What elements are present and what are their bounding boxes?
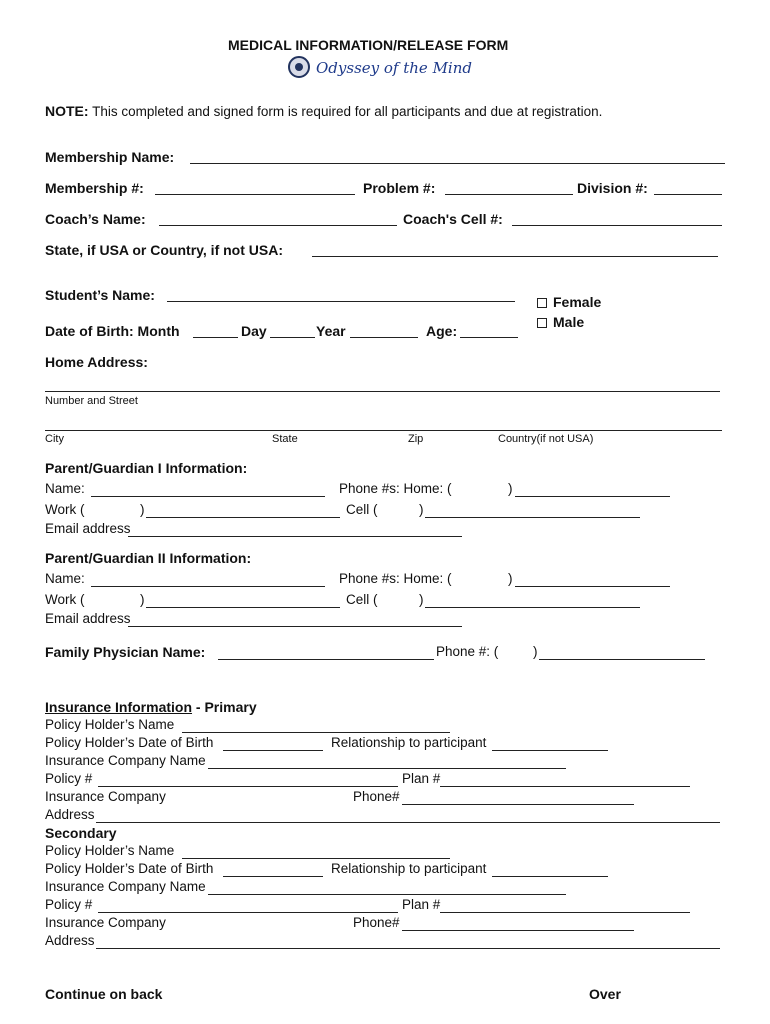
insurance-heading-suffix: - Primary — [195, 699, 257, 715]
state-country-label: State, if USA or Country, if not USA: — [45, 242, 283, 258]
membership-name-label: Membership Name: — [45, 149, 175, 165]
guardian2-heading: Parent/Guardian II Information: — [45, 550, 252, 566]
coach-cell-field[interactable] — [512, 225, 722, 226]
note — [45, 104, 602, 119]
student-name-label: Student’s Name: — [45, 287, 155, 303]
secondary-heading: Secondary — [45, 825, 117, 841]
dob-month-label: Date of Birth: Month — [45, 323, 180, 339]
guardian1-home-label: Phone #s: Home: ( — [339, 481, 452, 496]
guardian2-work-close: ) — [140, 592, 145, 607]
guardian2-cell-field[interactable] — [425, 607, 640, 608]
secondary-policy-field[interactable] — [98, 912, 398, 913]
primary-address-label: Address — [45, 807, 95, 822]
primary-policy-field[interactable] — [98, 786, 398, 787]
guardian1-heading: Parent/Guardian I Information: — [45, 460, 248, 476]
logo-text: Odyssey of the Mind — [316, 59, 472, 77]
dob-day-label: Day — [241, 323, 267, 339]
secondary-company-label: Insurance Company — [45, 915, 166, 930]
guardian1-email-field[interactable] — [128, 536, 462, 537]
guardian2-name-label: Name: — [45, 571, 85, 586]
division-field[interactable] — [654, 194, 722, 195]
continue-label: Continue on back — [45, 986, 163, 1002]
street-caption: Number and Street — [45, 395, 138, 407]
guardian1-cell-close: ) — [419, 502, 424, 517]
primary-policy-label: Policy # — [45, 771, 93, 786]
guardian1-name-label: Name: — [45, 481, 85, 496]
state-country-field[interactable] — [312, 256, 718, 257]
page-title: MEDICAL INFORMATION/RELEASE FORM — [228, 37, 509, 53]
division-label: Division #: — [577, 180, 648, 196]
primary-relationship-field[interactable] — [492, 750, 608, 751]
primary-relationship-label: Relationship to participant — [331, 735, 487, 750]
secondary-relationship-label: Relationship to participant — [331, 861, 487, 876]
secondary-address-field[interactable] — [96, 948, 720, 949]
dob-year-label: Year — [316, 323, 346, 339]
guardian1-home-close: ) — [508, 481, 513, 496]
street-field[interactable] — [45, 391, 720, 392]
problem-label: Problem #: — [363, 180, 436, 196]
guardian1-home-field[interactable] — [515, 496, 670, 497]
country-caption: Country(if not USA) — [498, 433, 594, 445]
dob-year-field[interactable] — [350, 337, 418, 338]
odyssey-seal-icon — [288, 56, 310, 78]
coach-cell-label: Coach's Cell #: — [403, 211, 503, 227]
physician-phone-field[interactable] — [539, 659, 705, 660]
insurance-heading — [45, 700, 257, 714]
male-checkbox[interactable] — [537, 318, 547, 328]
city-state-zip-field[interactable] — [45, 430, 722, 431]
guardian2-email-field[interactable] — [128, 626, 462, 627]
guardian1-cell-field[interactable] — [425, 517, 640, 518]
guardian2-cell-close: ) — [419, 592, 424, 607]
guardian1-work-field[interactable] — [146, 517, 340, 518]
primary-phone-label: Phone# — [353, 789, 400, 804]
female-label: Female — [553, 294, 602, 310]
secondary-holder-dob-field[interactable] — [223, 876, 323, 877]
guardian2-work-label: Work ( — [45, 592, 85, 607]
age-field[interactable] — [460, 337, 518, 338]
guardian1-work-label: Work ( — [45, 502, 85, 517]
membership-name-field[interactable] — [190, 163, 725, 164]
primary-holder-dob-field[interactable] — [223, 750, 323, 751]
guardian2-home-close: ) — [508, 571, 513, 586]
guardian2-work-field[interactable] — [146, 607, 340, 608]
secondary-company-name-field[interactable] — [208, 894, 566, 895]
guardian2-home-field[interactable] — [515, 586, 670, 587]
physician-phone-close: ) — [533, 644, 538, 659]
secondary-plan-label: Plan # — [402, 897, 441, 912]
guardian1-name-field[interactable] — [91, 496, 325, 497]
secondary-plan-field[interactable] — [440, 912, 690, 913]
primary-plan-field[interactable] — [440, 786, 690, 787]
dob-day-field[interactable] — [270, 337, 315, 338]
guardian1-email-label: Email address — [45, 521, 131, 536]
dob-month-field[interactable] — [193, 337, 238, 338]
guardian1-work-close: ) — [140, 502, 145, 517]
primary-phone-field[interactable] — [402, 804, 634, 805]
student-name-field[interactable] — [167, 301, 515, 302]
secondary-relationship-field[interactable] — [492, 876, 608, 877]
insurance-heading-text: Insurance Information — [45, 699, 193, 715]
primary-holder-dob-label: Policy Holder’s Date of Birth — [45, 735, 214, 750]
secondary-address-label: Address — [45, 933, 95, 948]
coach-name-label: Coach’s Name: — [45, 211, 146, 227]
secondary-holder-dob-label: Policy Holder’s Date of Birth — [45, 861, 214, 876]
secondary-holder-name-field[interactable] — [182, 858, 450, 859]
secondary-holder-name-label: Policy Holder’s Name — [45, 843, 175, 858]
secondary-phone-field[interactable] — [402, 930, 634, 931]
guardian2-email-label: Email address — [45, 611, 131, 626]
home-address-label: Home Address: — [45, 354, 148, 370]
secondary-phone-label: Phone# — [353, 915, 400, 930]
guardian1-cell-label: Cell ( — [346, 502, 378, 517]
membership-number-field[interactable] — [155, 194, 355, 195]
membership-number-label: Membership #: — [45, 180, 144, 196]
primary-holder-name-label: Policy Holder’s Name — [45, 717, 175, 732]
physician-name-field[interactable] — [218, 659, 434, 660]
note-text: This completed and signed form is required for all participants and due at registration. — [92, 104, 603, 119]
city-caption: City — [45, 433, 64, 445]
guardian2-cell-label: Cell ( — [346, 592, 378, 607]
problem-field[interactable] — [445, 194, 573, 195]
physician-name-label: Family Physician Name: — [45, 644, 206, 660]
secondary-policy-label: Policy # — [45, 897, 93, 912]
age-label: Age: — [426, 323, 458, 339]
female-checkbox[interactable] — [537, 298, 547, 308]
physician-phone-label: Phone #: ( — [436, 644, 499, 659]
coach-name-field[interactable] — [159, 225, 397, 226]
male-label: Male — [553, 314, 585, 330]
over-label: Over — [589, 986, 621, 1002]
logo — [288, 56, 478, 80]
primary-company-name-field[interactable] — [208, 768, 566, 769]
primary-holder-name-field[interactable] — [182, 732, 450, 733]
primary-plan-label: Plan # — [402, 771, 441, 786]
state-caption: State — [272, 433, 298, 445]
guardian2-name-field[interactable] — [91, 586, 325, 587]
primary-address-field[interactable] — [96, 822, 720, 823]
zip-caption: Zip — [408, 433, 424, 445]
guardian2-home-label: Phone #s: Home: ( — [339, 571, 452, 586]
primary-company-label: Insurance Company — [45, 789, 166, 804]
primary-company-name-label: Insurance Company Name — [45, 753, 206, 768]
secondary-company-name-label: Insurance Company Name — [45, 879, 206, 894]
note-label: NOTE: — [45, 103, 89, 119]
